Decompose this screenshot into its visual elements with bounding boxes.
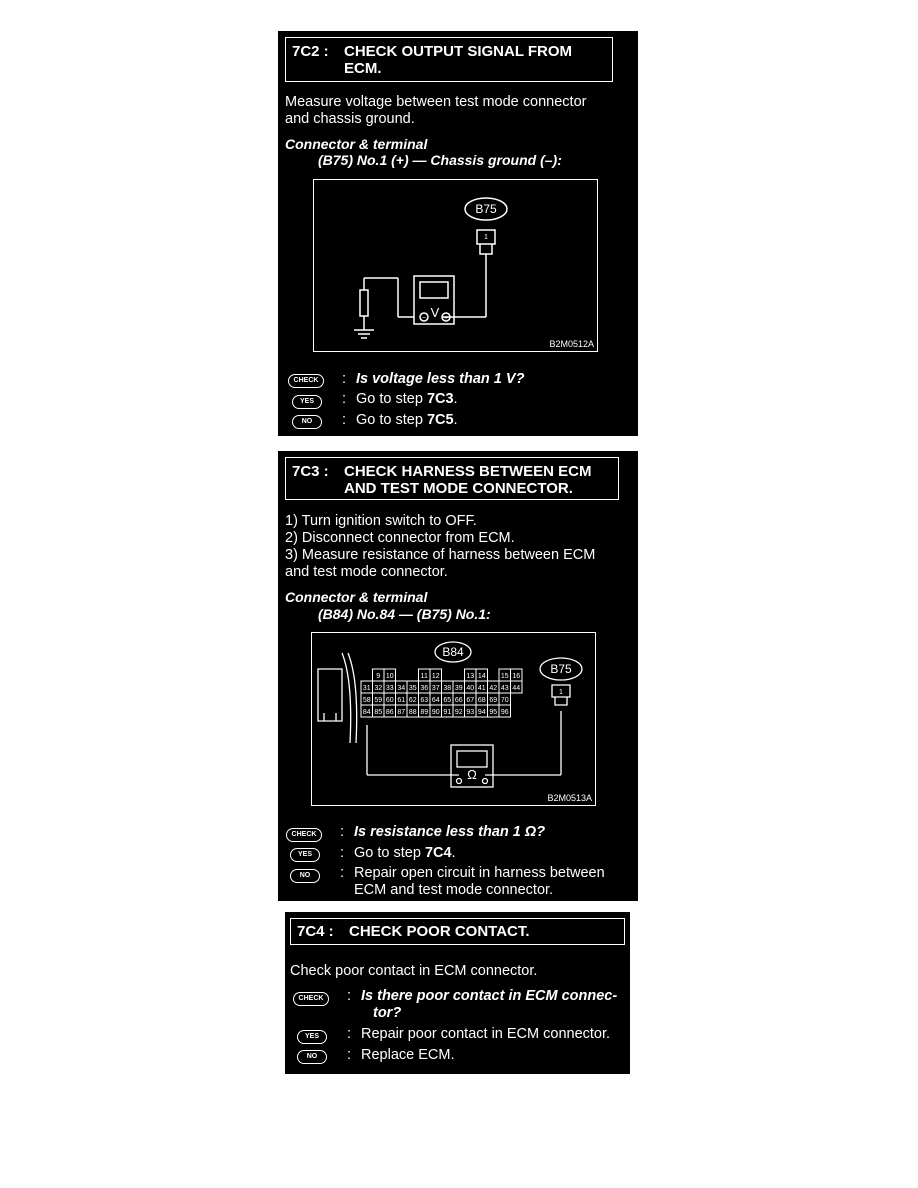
svg-text:1: 1 [559, 689, 563, 696]
check-badge-icon: CHECK [293, 992, 329, 1006]
figure-id: B2M0512A [549, 339, 594, 349]
pin-label: 13 [466, 673, 475, 680]
no-answer: Replace ECM. [361, 1047, 455, 1063]
pin-label: 11 [420, 673, 428, 680]
pin-label: 91 [443, 709, 452, 716]
pin-label: 90 [431, 709, 440, 716]
connector-b75-tag: B75 [550, 662, 572, 676]
connector-detail: (B75) No.1 (+) — Chassis ground (–): [318, 152, 562, 168]
pin-label: 37 [431, 685, 440, 692]
yes-badge-icon: YES [292, 395, 322, 409]
check-badge-icon: CHECK [288, 374, 324, 388]
connector-b75-tag: B75 [475, 202, 497, 216]
pin-label: 42 [489, 685, 498, 692]
pin-label: 40 [466, 685, 475, 692]
check-question: Is there poor contact in ECM connec- tor? [361, 988, 618, 1021]
colon: : [342, 371, 347, 387]
pin-label: 87 [397, 709, 406, 716]
pin-label: 10 [385, 673, 394, 680]
pin-label: 32 [374, 685, 383, 692]
pin-label: 62 [408, 697, 417, 704]
pin-label: 86 [385, 709, 394, 716]
pin-label: 96 [500, 709, 509, 716]
pin-label: 67 [466, 697, 475, 704]
connector-label: Connector & terminal [285, 589, 428, 605]
yes-badge-icon: YES [297, 1030, 327, 1044]
instruction-text: 1) Turn ignition switch to OFF. 2) Disconnect connector from ECM. 3) Measure resistance of harness between ECM and test mode connector. [285, 513, 596, 580]
colon: : [347, 1047, 352, 1063]
pin-label: 68 [477, 697, 486, 704]
no-badge-icon: NO [292, 415, 322, 429]
pin-label: 39 [454, 685, 463, 692]
svg-text:+: + [443, 315, 449, 322]
pin-label: 66 [454, 697, 463, 704]
instruction-text: Check poor contact in ECM connector. [290, 963, 538, 979]
yes-answer: Repair poor contact in ECM connector. [361, 1026, 611, 1042]
instruction-text: Measure voltage between test mode connector and chassis ground. [285, 94, 587, 127]
yes-answer: Go to step 7C4. [354, 845, 456, 861]
pin-label: 59 [374, 697, 383, 704]
meter-symbol: V [430, 305, 440, 320]
step-header [290, 918, 625, 945]
voltage-measurement-diagram [313, 179, 598, 352]
yes-answer: Go to step 7C3. [356, 391, 458, 407]
connector-b84-tag: B84 [442, 645, 464, 659]
step-header [285, 37, 613, 82]
pin-label: 89 [420, 709, 429, 716]
pin-label: 64 [431, 697, 440, 704]
colon: : [340, 845, 345, 861]
pin-label: 38 [443, 685, 452, 692]
pin-label: 15 [500, 673, 509, 680]
yes-badge-icon: YES [290, 848, 320, 862]
pin-label: 44 [512, 685, 521, 692]
pin-label: 9 [376, 673, 381, 680]
step-title: CHECK POOR CONTACT. [349, 923, 530, 940]
step-title: CHECK HARNESS BETWEEN ECM AND TEST MODE CONNECTOR. [344, 463, 592, 497]
pin-label: 41 [477, 685, 486, 692]
pin-label: 84 [362, 709, 371, 716]
ecm-connector-pin-grid [361, 669, 522, 717]
pin-label: 88 [408, 709, 417, 716]
no-badge-icon: NO [297, 1050, 327, 1064]
pin-label: 63 [420, 697, 429, 704]
pin-label: 12 [431, 673, 440, 680]
pin-label: 14 [477, 673, 486, 680]
no-answer: Repair open circuit in harness between ECM and test mode connector. [354, 865, 605, 898]
step-code: 7C3 : [292, 463, 329, 480]
colon: : [342, 391, 347, 407]
pin-label: 95 [489, 709, 498, 716]
colon: : [340, 824, 345, 840]
pin-label: 35 [408, 685, 417, 692]
step-7c2-panel [278, 31, 638, 436]
pin-label: 43 [500, 685, 509, 692]
connector-detail: (B84) No.84 — (B75) No.1: [318, 606, 491, 622]
svg-text:−: − [421, 315, 427, 322]
pin-label: 85 [374, 709, 383, 716]
step-code: 7C4 : [297, 923, 334, 940]
pin-label: 33 [385, 685, 394, 692]
no-badge-icon: NO [290, 869, 320, 883]
circuit-drawing [314, 180, 599, 353]
pin-label: 94 [477, 709, 486, 716]
resistance-measurement-diagram [311, 632, 596, 806]
step-header [285, 457, 619, 500]
check-question: Is voltage less than 1 V? [356, 371, 525, 387]
pin-label: 61 [397, 697, 406, 704]
colon: : [347, 1026, 352, 1042]
pin-label: 60 [385, 697, 394, 704]
step-code: 7C2 : [292, 43, 329, 60]
pin-label: 34 [397, 685, 406, 692]
check-question: Is resistance less than 1 Ω? [354, 824, 546, 840]
pin-label: 92 [454, 709, 463, 716]
step-7c3-panel [278, 451, 638, 901]
pin-label: 31 [362, 685, 371, 692]
no-answer: Go to step 7C5. [356, 412, 458, 428]
pin-label: 58 [362, 697, 371, 704]
meter-symbol: Ω [467, 767, 477, 782]
pin-label: 69 [489, 697, 498, 704]
figure-id: B2M0513A [547, 793, 592, 803]
pin-label: 65 [443, 697, 452, 704]
circuit-drawing [312, 633, 597, 807]
colon: : [340, 865, 345, 881]
pin-label: 93 [466, 709, 475, 716]
svg-text:1: 1 [484, 234, 488, 241]
pin-label: 70 [500, 697, 509, 704]
check-badge-icon: CHECK [286, 828, 322, 842]
colon: : [342, 412, 347, 428]
colon: : [347, 988, 352, 1004]
connector-label: Connector & terminal [285, 136, 428, 152]
step-7c4-panel [285, 912, 630, 1074]
pin-label: 36 [420, 685, 429, 692]
step-title: CHECK OUTPUT SIGNAL FROM ECM. [344, 43, 573, 77]
pin-label: 16 [512, 673, 521, 680]
